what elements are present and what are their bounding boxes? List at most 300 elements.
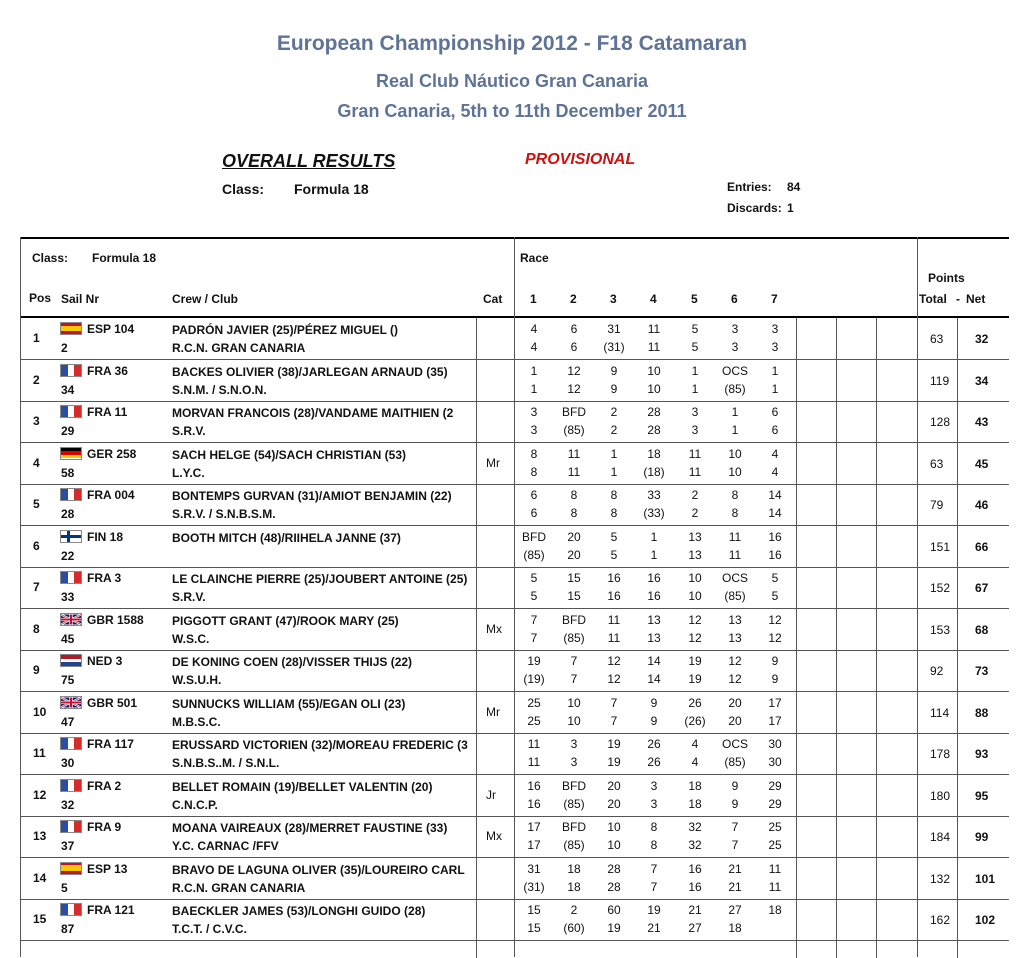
race-net-score-cell: (26) [684,713,706,728]
race-score-cell: 3 [570,737,578,751]
race-net-score-cell: 2 [610,423,618,437]
race-net-score-cell: 25 [768,838,782,852]
race-net-score-cell: 13 [728,630,742,645]
race-net-score-cell: 18 [728,921,742,935]
race-score-cell: 12 [728,654,742,668]
race-net-score-cell: 6 [530,506,538,520]
race-score-cell: 18 [688,778,702,793]
club-cell: T.C.T. / C.V.C. [172,922,247,936]
race-net-score-cell: 19 [607,921,621,935]
race-score-cell: 33 [647,488,661,502]
race-score-cell: 12 [607,654,621,668]
race-net-score-cell: 4 [530,340,538,354]
category-cell: Mx [486,621,502,636]
sail-number-cell: ESP 104 [87,322,135,336]
race-net-score-cell: 5 [610,547,618,562]
race-net-score-cell: 1 [731,423,739,437]
position-cell: 11 [33,746,46,760]
race-score-cell: 8 [610,488,618,502]
race-score-cell: 14 [647,654,661,668]
race-net-score-cell: 32 [688,838,702,852]
entry-number-cell: 29 [61,424,75,438]
table-class-value: Formula 18 [92,251,157,265]
net-points-cell: 66 [975,539,989,554]
table-row [20,484,1009,526]
race-net-score-cell: (33) [643,506,665,520]
race-net-score-cell: (85) [563,630,585,645]
flag-ger-icon [60,447,82,460]
race-score-cell: 15 [527,903,541,917]
race-net-score-cell: (85) [724,589,746,603]
race-score-cell: BFD [562,778,586,793]
entry-number-cell: 33 [61,590,75,604]
race-score-cell: 17 [768,695,782,710]
net-points-cell: 45 [975,456,989,471]
entry-number-cell: 2 [61,341,68,355]
race-net-score-cell: 5 [691,340,699,354]
race-net-score-cell: 10 [607,838,621,852]
table-class-label: Class: [32,251,69,265]
club-cell: S.N.B.S..M. / S.N.L. [172,756,280,770]
race-net-score-cell: 16 [607,589,621,603]
sail-number-cell: FRA 004 [87,488,135,502]
table-row [20,858,1009,900]
race-net-score-cell: 6 [771,423,779,437]
col-sail-nr: Sail Nr [61,292,100,306]
race-net-score-cell: 10 [567,713,581,728]
race-number-4: 4 [650,292,657,306]
race-score-cell: 6 [570,322,578,336]
race-score-cell: 8 [650,820,658,834]
race-net-score-cell: 3 [530,423,538,437]
race-net-score-cell: 6 [570,340,578,354]
position-cell: 9 [33,663,40,677]
race-net-score-cell: (85) [563,838,585,852]
race-score-cell: 28 [647,405,661,419]
race-net-score-cell: 7 [650,879,658,894]
table-row [20,775,1009,817]
race-net-score-cell: 16 [527,796,541,811]
race-score-cell: 17 [527,820,541,834]
race-number-2: 2 [570,292,577,306]
net-points-cell: 95 [975,788,989,803]
race-net-score-cell: 16 [688,879,702,894]
race-score-cell: 19 [607,737,621,751]
net-points-cell: 43 [975,415,989,429]
race-score-cell: 3 [771,322,779,336]
race-net-score-cell: (31) [603,340,625,354]
race-score-cell: 18 [567,861,581,876]
race-score-cell: 11 [527,737,541,751]
race-score-cell: 7 [610,695,618,710]
club-cell: M.B.S.C. [172,714,221,729]
race-net-score-cell: 15 [527,921,541,935]
race-score-cell: BFD [562,612,586,627]
race-score-cell: 10 [728,446,742,461]
race-net-score-cell: 7 [731,838,739,852]
crew-cell: MOANA VAIREAUX (28)/MERRET FAUSTINE (33) [172,821,448,835]
race-score-cell: 13 [688,529,702,544]
race-score-cell: 32 [688,820,702,834]
race-score-cell: 25 [527,695,541,710]
race-net-score-cell: 1 [650,547,658,562]
race-score-cell: 21 [728,861,742,876]
race-score-cell: BFD [562,820,586,834]
total-points-cell: 119 [930,373,950,388]
race-score-cell: 1 [771,363,779,378]
table-row [20,567,1009,609]
net-points-cell: 99 [975,830,989,844]
race-score-cell: 8 [731,488,739,502]
race-score-cell: OCS [721,737,748,751]
race-net-score-cell: 9 [650,713,658,728]
flag-esp-icon [60,862,82,875]
total-points-cell: 63 [930,456,944,471]
race-number-7: 7 [771,292,778,306]
race-net-score-cell: 12 [768,630,782,645]
race-net-score-cell: 3 [650,796,658,811]
race-net-score-cell: (19) [523,672,545,686]
race-net-score-cell: 26 [647,755,661,769]
race-net-score-cell: 4 [771,464,779,479]
entry-number-cell: 5 [61,880,68,895]
race-score-cell: 21 [688,903,702,917]
race-net-score-cell: 9 [610,381,618,396]
overall-results-heading: OVERALL RESULTS [222,151,396,171]
race-score-cell: 5 [530,571,538,585]
flag-gbr-icon [60,613,82,626]
position-cell: 3 [33,414,40,428]
race-net-score-cell: 1 [771,381,779,396]
race-net-score-cell: 20 [567,547,581,562]
race-net-score-cell: 13 [688,547,702,562]
race-score-cell: 9 [650,695,658,710]
race-score-cell: 8 [570,488,578,502]
race-net-score-cell: 1 [530,381,538,396]
race-score-cell: 1 [691,363,699,378]
table-row [20,360,1009,402]
category-cell: Mx [486,829,502,843]
race-net-score-cell: 2 [691,506,699,520]
crew-cell: SACH HELGE (54)/SACH CHRISTIAN (53) [172,447,407,462]
points-heading: Points [928,271,965,285]
race-net-score-cell: 1 [610,464,618,479]
col-cat: Cat [483,292,503,306]
race-score-cell: 14 [768,488,782,502]
race-net-score-cell: 7 [530,630,538,645]
race-net-score-cell: (85) [724,755,746,769]
crew-cell: PIGGOTT GRANT (47)/ROOK MARY (25) [172,613,399,628]
race-score-cell: 5 [771,571,779,585]
race-score-cell: 11 [567,446,581,461]
club-cell: L.Y.C. [172,465,205,480]
race-score-cell: 5 [610,529,618,544]
race-score-cell: 7 [650,861,658,876]
venue-dates: Gran Canaria, 5th to 11th December 2011 [337,101,687,121]
discards-label: Discards: [727,201,782,215]
race-net-score-cell: 3 [570,755,578,769]
race-score-cell: 4 [691,737,699,751]
table-row [20,650,1009,692]
provisional-label: PROVISIONAL [525,151,636,168]
sail-number-cell: GBR 501 [87,695,138,710]
race-net-score-cell: 4 [691,755,699,769]
race-net-score-cell: 10 [688,589,702,603]
race-net-score-cell: 8 [731,506,739,520]
club-cell: S.R.V. [172,424,206,438]
table-row [20,318,1009,360]
race-net-score-cell: 9 [731,796,739,811]
race-net-score-cell: 19 [688,672,702,686]
race-heading: Race [520,251,549,265]
race-net-score-cell: (85) [523,547,545,562]
total-points-cell: 114 [930,705,950,720]
race-net-score-cell: 19 [607,755,621,769]
race-score-cell: 16 [688,861,702,876]
sail-number-cell: FRA 121 [87,903,135,917]
race-score-cell: 20 [728,695,742,710]
position-cell: 13 [33,829,47,843]
table-row [20,692,1009,734]
race-net-score-cell: 29 [768,796,782,811]
race-number-3: 3 [610,292,617,306]
race-score-cell: 16 [527,778,541,793]
flag-fra-icon [60,820,82,833]
position-cell: 6 [33,538,40,553]
race-score-cell: 26 [647,737,661,751]
race-score-cell: 1 [610,446,618,461]
race-score-cell: OCS [721,363,748,378]
total-points-cell: 151 [930,539,951,554]
race-net-score-cell: 16 [647,589,661,603]
race-net-score-cell: 11 [647,340,661,354]
race-net-score-cell: (18) [643,464,665,479]
sail-number-cell: NED 3 [87,654,123,668]
table-row [20,899,1009,941]
category-cell: Mr [486,455,500,470]
sail-number-cell: FRA 9 [87,820,122,834]
race-score-cell: 3 [731,322,739,336]
race-score-cell: 9 [731,778,739,793]
race-score-cell: 30 [768,737,782,751]
race-net-score-cell: 7 [610,713,618,728]
race-score-cell: 3 [530,405,538,419]
race-net-score-cell: 18 [688,796,702,811]
total-points-cell: 79 [930,498,944,512]
race-net-score-cell: 11 [768,879,782,894]
race-score-cell: 9 [771,654,779,668]
race-score-cell: 13 [647,612,661,627]
crew-cell: BRAVO DE LAGUNA OLIVER (35)/LOUREIRO CARL [172,862,465,877]
race-score-cell: 4 [771,446,779,461]
position-cell: 4 [33,455,40,470]
race-score-cell: 7 [731,820,739,834]
race-score-cell: 2 [570,903,578,917]
race-net-score-cell: 21 [647,921,661,935]
race-score-cell: 19 [647,903,661,917]
race-score-cell: BFD [562,405,586,419]
race-score-cell: 1 [650,529,658,544]
flag-ned-icon [60,654,82,667]
net-points-cell: 73 [975,664,989,678]
position-cell: 12 [33,787,47,802]
race-score-cell: 11 [728,529,742,544]
race-net-score-cell: 3 [691,423,699,437]
net-points-cell: 32 [975,332,989,346]
race-score-cell: 18 [647,446,661,461]
race-net-score-cell: 25 [527,713,541,728]
total-points-cell: 162 [930,913,951,927]
sail-number-cell: FRA 3 [87,571,122,585]
race-score-cell: 7 [530,612,538,627]
race-score-cell: 12 [688,612,702,627]
race-score-cell: 20 [607,778,621,793]
table-row [20,816,1009,858]
position-cell: 2 [33,372,40,387]
col-pos: Pos [29,291,52,305]
race-net-score-cell: 14 [768,506,782,520]
race-score-cell: 11 [688,446,702,461]
club-cell: C.N.C.P. [172,797,218,812]
race-score-cell: 27 [728,903,742,917]
position-cell: 1 [33,331,40,345]
total-points-cell: 132 [930,871,951,886]
race-score-cell: 1 [731,405,739,419]
race-net-score-cell: 13 [647,630,661,645]
flag-fra-icon [60,779,82,792]
col-net: Net [966,292,986,306]
net-points-cell: 68 [975,622,989,637]
flag-fra-icon [60,903,82,916]
race-score-cell: 25 [768,820,782,834]
club-cell: S.R.V. [172,590,206,604]
club-cell: W.S.C. [172,631,210,646]
race-net-score-cell: (60) [563,921,585,935]
sail-number-cell: FRA 117 [87,737,134,751]
race-net-score-cell: 8 [610,506,618,520]
race-net-score-cell: 5 [771,589,779,603]
race-score-cell: 31 [607,322,621,336]
race-net-score-cell: 12 [728,672,742,686]
sail-number-cell: FIN 18 [87,529,124,544]
club-cell: R.C.N. GRAN CANARIA [172,880,306,895]
race-net-score-cell: 5 [530,589,538,603]
crew-cell: BONTEMPS GURVAN (31)/AMIOT BENJAMIN (22) [172,489,452,503]
entry-number-cell: 75 [61,673,75,687]
crew-cell: SUNNUCKS WILLIAM (55)/EGAN OLI (23) [172,696,406,711]
club-cell: W.S.U.H. [172,673,222,687]
crew-cell: BAECKLER JAMES (53)/LONGHI GUIDO (28) [172,904,426,918]
crew-cell: BOOTH MITCH (48)/RIIHELA JANNE (37) [172,530,401,545]
race-net-score-cell: 11 [527,755,541,769]
position-cell: 8 [33,621,40,636]
table-row [20,733,1009,775]
entries-value: 84 [787,180,801,194]
net-points-cell: 46 [975,498,989,512]
entry-number-cell: 22 [61,548,75,563]
crew-cell: LE CLAINCHE PIERRE (25)/JOUBERT ANTOINE (25) [172,572,468,586]
flag-esp-icon [60,322,82,335]
race-score-cell: 2 [691,488,699,502]
flag-fin-icon [60,530,82,543]
race-net-score-cell: 11 [728,547,742,562]
race-score-cell: 13 [728,612,742,627]
race-score-cell: 6 [771,405,779,419]
race-number-6: 6 [731,292,738,306]
race-score-cell: 8 [530,446,538,461]
race-score-cell: 16 [768,529,782,544]
table-row [20,609,1009,651]
race-score-cell: BFD [522,529,546,544]
class-value: Formula 18 [294,181,369,197]
race-net-score-cell: 27 [688,921,702,935]
race-score-cell: 10 [688,571,702,585]
race-score-cell: 11 [607,612,621,627]
race-score-cell: 12 [768,612,782,627]
race-net-score-cell: 28 [607,879,621,894]
club-cell: Y.C. CARNAC /FFV [172,839,279,853]
crew-cell: PADRÓN JAVIER (25)/PÉREZ MIGUEL () [172,323,399,337]
entry-number-cell: 45 [61,631,75,646]
entry-number-cell: 87 [61,922,75,936]
net-points-cell: 101 [975,871,996,886]
col-total: Total [919,292,947,306]
race-score-cell: 7 [570,654,578,668]
sail-number-cell: GER 258 [87,446,137,461]
crew-cell: BELLET ROMAIN (19)/BELLET VALENTIN (20) [172,779,433,794]
race-score-cell: 10 [647,363,661,378]
table-row [20,443,1009,485]
race-score-cell: 6 [530,488,538,502]
total-points-cell: 128 [930,415,951,429]
flag-fra-icon [60,488,82,501]
net-points-cell: 67 [975,581,989,595]
race-number-5: 5 [691,292,698,306]
race-score-cell: 60 [607,903,621,917]
race-score-cell: 5 [691,322,699,336]
entry-number-cell: 47 [61,714,75,729]
race-score-cell: 1 [530,363,538,378]
net-points-cell: 102 [975,913,996,927]
crew-cell: MORVAN FRANCOIS (28)/VANDAME MAITHIEN (2 [172,406,454,420]
race-score-cell: 3 [650,778,658,793]
total-points-cell: 184 [930,830,951,844]
race-net-score-cell: 20 [728,713,742,728]
flag-fra-icon [60,364,82,377]
discards-value: 1 [787,201,794,215]
entry-number-cell: 34 [61,382,75,397]
race-net-score-cell: 8 [530,464,538,479]
race-net-score-cell: 17 [527,838,541,852]
results-table [20,237,1009,957]
race-net-score-cell: 11 [567,464,581,479]
net-points-cell: 93 [975,747,989,761]
category-cell: Mr [486,704,500,719]
flag-fra-icon [60,405,82,418]
flag-fra-icon [60,571,82,584]
entry-number-cell: 30 [61,756,75,770]
sail-number-cell: ESP 13 [87,861,128,876]
position-cell: 10 [33,704,47,719]
club-cell: R.C.N. GRAN CANARIA [172,341,306,355]
race-score-cell: 26 [688,695,702,710]
total-points-cell: 63 [930,332,944,346]
race-net-score-cell: 3 [771,340,779,354]
position-cell: 15 [33,912,47,926]
crew-cell: BACKES OLIVIER (38)/JARLEGAN ARNAUD (35) [172,364,448,379]
entry-number-cell: 32 [61,797,75,812]
race-net-score-cell: 10 [728,464,742,479]
